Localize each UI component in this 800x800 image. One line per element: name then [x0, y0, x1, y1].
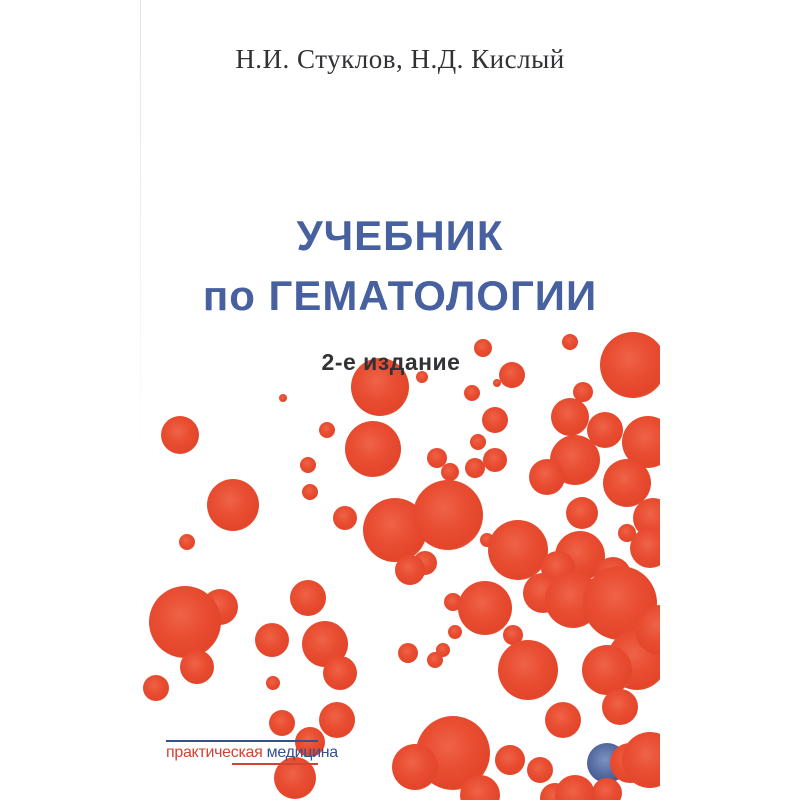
red-cell-sphere	[630, 528, 660, 568]
red-cell-sphere	[441, 463, 459, 481]
red-cell-sphere	[398, 643, 418, 663]
title-line-1: УЧЕБНИК	[296, 212, 504, 259]
publisher-word-2: медицина	[266, 744, 338, 761]
red-cell-sphere	[527, 757, 553, 783]
red-cell-sphere	[488, 520, 548, 580]
red-cell-sphere	[300, 457, 316, 473]
title-line-2: по ГЕМАТОЛОГИИ	[202, 272, 598, 319]
red-cell-sphere	[143, 675, 169, 701]
red-cell-sphere	[495, 745, 525, 775]
red-cell-sphere	[482, 407, 508, 433]
red-cell-sphere	[498, 640, 558, 700]
red-cell-sphere	[483, 448, 507, 472]
red-cell-sphere	[266, 676, 280, 690]
red-cell-sphere	[464, 385, 480, 401]
red-cell-sphere	[470, 434, 486, 450]
publisher-name	[166, 744, 338, 762]
publisher-logo	[166, 740, 346, 768]
red-cell-sphere	[582, 645, 632, 695]
red-cell-sphere	[179, 534, 195, 550]
red-cell-sphere	[413, 480, 483, 550]
red-cell-sphere	[592, 778, 622, 800]
red-cell-sphere	[279, 394, 287, 402]
red-cell-sphere	[392, 744, 438, 790]
red-cell-sphere	[458, 581, 512, 635]
red-cell-sphere	[545, 702, 581, 738]
red-cell-sphere	[302, 484, 318, 500]
red-cell-sphere	[566, 497, 598, 529]
red-cell-sphere	[448, 625, 462, 639]
red-cell-sphere	[555, 775, 595, 800]
logo-overline	[166, 740, 318, 742]
blood-cells-illustration	[140, 0, 660, 800]
red-cell-sphere	[333, 506, 357, 530]
red-cell-sphere	[207, 479, 259, 531]
red-cell-sphere	[345, 421, 401, 477]
red-cell-sphere	[323, 656, 357, 690]
red-cell-sphere	[319, 422, 335, 438]
logo-underline	[232, 763, 318, 765]
red-cell-sphere	[161, 416, 199, 454]
red-cell-sphere	[562, 334, 578, 350]
publisher-word-1: практическая	[166, 744, 263, 761]
red-cell-sphere	[180, 650, 214, 684]
red-cell-sphere	[602, 689, 638, 725]
book-cover	[140, 0, 660, 800]
red-cell-sphere	[427, 652, 443, 668]
authors-line: Н.И. Стуклов, Н.Д. Кислый	[235, 44, 565, 74]
red-cell-sphere	[149, 586, 221, 658]
red-cell-sphere	[529, 459, 565, 495]
red-cell-sphere	[551, 398, 589, 436]
red-cell-sphere	[319, 702, 355, 738]
red-cell-sphere	[290, 580, 326, 616]
edition-label: 2-е издание	[321, 349, 461, 375]
red-cell-sphere	[255, 623, 289, 657]
red-cell-sphere	[395, 555, 425, 585]
book-title	[140, 206, 660, 326]
red-cell-sphere	[269, 710, 295, 736]
red-cell-sphere	[465, 458, 485, 478]
